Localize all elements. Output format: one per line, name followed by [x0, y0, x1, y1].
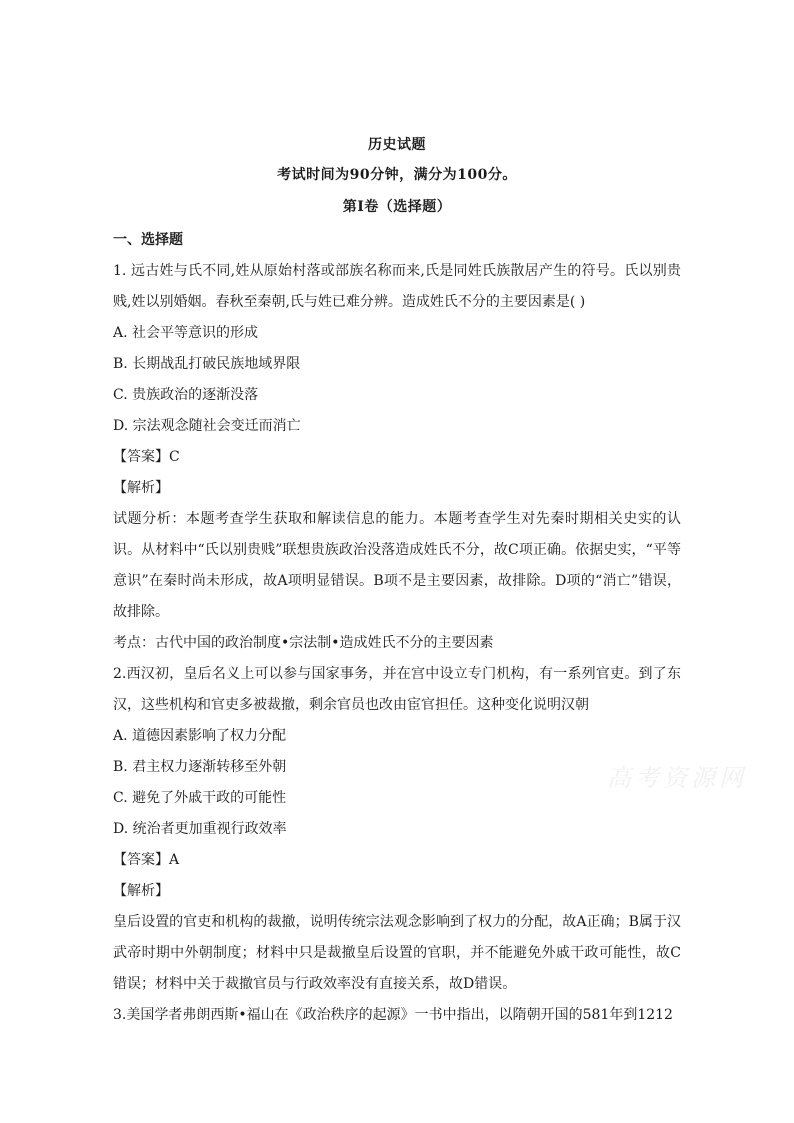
question-2-analysis: 皇后设置的官吏和机构的裁撤，说明传统宗法观念影响到了权力的分配，故A正确；B属于汉武帝时期中外朝制度；材料中只是裁撤皇后设置的官职，并不能避免外戚干政可能性，故C错误；材料中关于裁撤官员与行政效率没有直接关系，故D错误。 — [113, 914, 681, 992]
watermark: 高考资源网 — [607, 764, 747, 792]
exam-info: 考试时间为90分钟，满分为100分。 — [277, 167, 517, 183]
question-2-option-b: B. 君主权力逐渐转移至外朝 — [113, 759, 287, 775]
exam-content — [113, 225, 681, 1031]
question-3-stem: 3.美国学者弗朗西斯•福山在《政治秩序的起源》一书中指出，以隋朝开国的581年到1212 — [113, 1007, 673, 1023]
question-1-option-c: C. 贵族政治的逐渐没落 — [113, 387, 259, 403]
question-1-stem: 1. 远古姓与氏不同,姓从原始村落或部族名称而来,氏是同姓氏族散居产生的符号。氏以别贵贱,姓以别婚姻。春秋至秦朝,氏与姓已难分辨。造成姓氏不分的主要因素是( ) — [113, 263, 681, 310]
question-2-option-a: A. 道德因素影响了权力分配 — [113, 728, 287, 744]
volume-heading: 第I卷（选择题） — [342, 199, 452, 215]
question-2-stem: 2.西汉初，皇后名义上可以参与国家事务，并在宫中设立专门机构，有一系列官吏。到了东汉，这些机构和官吏多被裁撤，剩余官员也改由宦官担任。这种变化说明汉朝 — [113, 666, 681, 713]
question-2-analysis-label: 【解析】 — [113, 883, 169, 899]
question-1-kaodian: 考点：古代中国的政治制度•宗法制•造成姓氏不分的主要因素 — [113, 635, 494, 651]
question-1-analysis-label: 【解析】 — [113, 480, 169, 496]
question-1-answer: 【答案】C — [113, 449, 180, 465]
question-1-option-b: B. 长期战乱打破民族地域界限 — [113, 356, 301, 372]
question-1-option-d: D. 宗法观念随社会变迁而消亡 — [113, 418, 301, 434]
page-title: 历史试题 — [368, 137, 426, 153]
section-heading: 一、选择题 — [113, 232, 183, 248]
question-1-analysis: 试题分析：本题考查学生获取和解读信息的能力。本题考查学生对先秦时期相关史实的认识。从材料中“氏以别贵贱”联想贵族政治没落造成姓氏不分，故C项正确。依据史实，“平等意识”在秦时尚未形成，故A项明显错误。B项不是主要因素，故排除。D项的“消亡”错误，故排除。 — [113, 511, 681, 620]
question-1-option-a: A. 社会平等意识的形成 — [113, 325, 259, 341]
question-2-option-d: D. 统治者更加重视行政效率 — [113, 821, 287, 837]
question-2-answer: 【答案】A — [113, 852, 180, 868]
question-2-option-c: C. 避免了外戚干政的可能性 — [113, 790, 287, 806]
